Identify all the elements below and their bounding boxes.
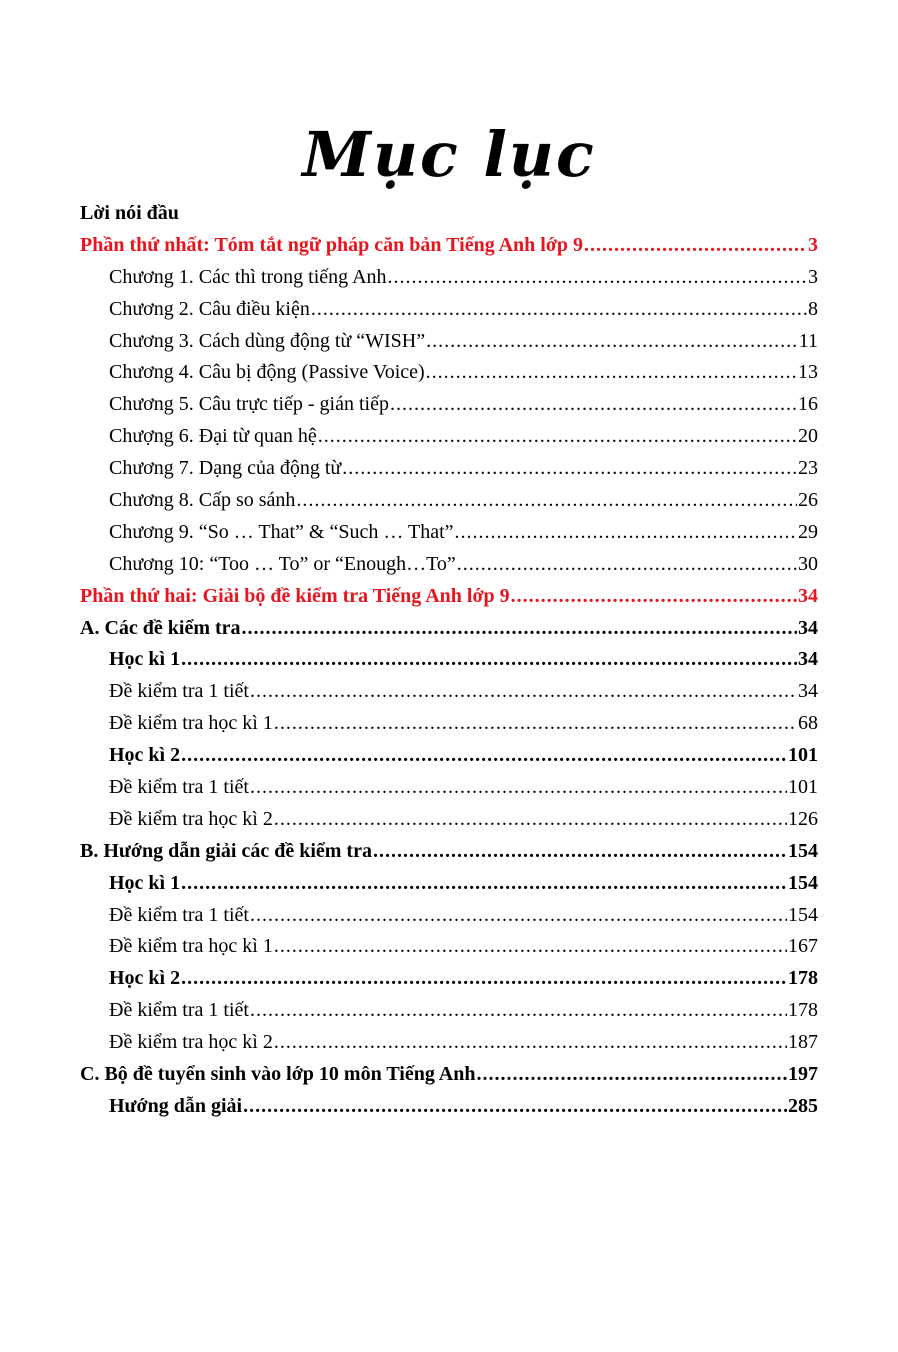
toc-dot-leader — [455, 517, 797, 549]
toc-entry[interactable] — [80, 485, 818, 517]
toc-dot-leader — [181, 644, 797, 676]
toc-entry[interactable] — [80, 868, 818, 900]
toc-page-number: 34 — [798, 680, 818, 703]
toc-page-number: 20 — [798, 425, 818, 448]
toc-entry[interactable] — [80, 421, 818, 453]
toc-dot-leader — [274, 931, 787, 963]
toc-page-number: 34 — [798, 584, 818, 607]
toc-entry-label: Phần thứ nhất: Tóm tắt ngữ pháp căn bản Tiếng Anh lớp 9 — [80, 233, 584, 256]
toc-entry[interactable] — [80, 708, 818, 740]
toc-entry[interactable] — [80, 1091, 818, 1123]
toc-dot-leader — [426, 326, 798, 358]
toc-dot-leader — [476, 1059, 787, 1091]
toc-entry[interactable] — [80, 772, 818, 804]
toc-dot-leader — [511, 581, 797, 613]
toc-page-number: 3 — [808, 233, 818, 256]
toc-entry[interactable] — [80, 644, 818, 676]
toc-page-number: 101 — [788, 776, 818, 799]
toc-entry[interactable] — [80, 613, 818, 645]
toc-dot-leader — [181, 963, 787, 995]
toc-page-number: 3 — [808, 265, 818, 288]
toc-entry-label: Đề kiểm tra 1 tiết — [109, 680, 249, 703]
toc-entry-label: Chượng 6. Đại từ quan hệ — [109, 425, 317, 448]
toc-entry-label: Học kì 2 — [109, 744, 181, 767]
table-of-contents — [80, 198, 818, 1123]
page-title: Mục lục — [302, 118, 596, 191]
toc-dot-leader — [181, 868, 787, 900]
toc-dot-leader — [426, 357, 797, 389]
toc-page-number: 26 — [798, 489, 818, 512]
toc-dot-leader — [318, 421, 797, 453]
toc-page-number: 11 — [798, 329, 818, 352]
toc-entry-label: Học kì 1 — [109, 871, 181, 894]
toc-page-number: 68 — [798, 712, 818, 735]
toc-entry[interactable] — [80, 230, 818, 262]
toc-page-number: 178 — [788, 967, 818, 990]
toc-entry-label: Chương 8. Cấp so sánh — [109, 489, 296, 512]
toc-entry-label: Chương 4. Câu bị động (Passive Voice) — [109, 361, 425, 384]
toc-entry[interactable] — [80, 549, 818, 581]
toc-entry-label: Chương 2. Câu điều kiện — [109, 297, 310, 320]
toc-page-number: 23 — [798, 457, 818, 480]
toc-dot-leader — [250, 676, 797, 708]
toc-page-number: 167 — [788, 935, 818, 958]
toc-entry-label: Hướng dẫn giải — [109, 1094, 243, 1117]
toc-dot-leader — [181, 740, 787, 772]
toc-page-number: 13 — [798, 361, 818, 384]
toc-dot-leader — [388, 262, 807, 294]
toc-entry[interactable] — [80, 931, 818, 963]
toc-page-number: 154 — [788, 839, 818, 862]
toc-entry[interactable] — [80, 995, 818, 1027]
toc-entry-label: B. Hướng dẫn giải các đề kiểm tra — [80, 839, 372, 862]
toc-entry-label: Chương 1. Các thì trong tiếng Anh — [109, 265, 387, 288]
toc-dot-leader — [242, 613, 797, 645]
toc-entry[interactable] — [80, 1059, 818, 1091]
toc-page-number: 154 — [788, 871, 818, 894]
toc-entry-label: Phần thứ hai: Giải bộ đề kiểm tra Tiếng Anh lớp 9 — [80, 584, 510, 607]
toc-entry[interactable] — [80, 581, 818, 613]
toc-page-number: 197 — [788, 1063, 818, 1086]
toc-dot-leader — [342, 453, 797, 485]
toc-entry-label: C. Bộ đề tuyển sinh vào lớp 10 môn Tiếng Anh — [80, 1063, 476, 1086]
toc-entry-label: Chương 9. “So … That” & “Such … That” — [109, 520, 454, 543]
toc-entry[interactable] — [80, 963, 818, 995]
toc-dot-leader — [250, 772, 787, 804]
toc-dot-leader — [243, 1091, 787, 1123]
toc-dot-leader — [250, 995, 787, 1027]
toc-dot-leader — [390, 389, 797, 421]
toc-entry-label: Chương 10: “Too … To” or “Enough…To” — [109, 552, 456, 575]
toc-entry[interactable] — [80, 198, 818, 230]
toc-dot-leader — [274, 708, 797, 740]
toc-page-number: 154 — [788, 903, 818, 926]
toc-page-number: 285 — [788, 1094, 818, 1117]
toc-entry-label: Học kì 1 — [109, 648, 181, 671]
toc-entry[interactable] — [80, 326, 818, 358]
toc-entry[interactable] — [80, 357, 818, 389]
toc-dot-leader — [296, 485, 797, 517]
toc-page-number: 187 — [788, 1031, 818, 1054]
toc-page-number: 30 — [798, 552, 818, 575]
toc-entry[interactable] — [80, 900, 818, 932]
toc-entry-label: A. Các đề kiểm tra — [80, 616, 241, 639]
toc-entry[interactable] — [80, 453, 818, 485]
toc-entry-label: Đề kiểm tra 1 tiết — [109, 776, 249, 799]
toc-entry-label: Học kì 2 — [109, 967, 181, 990]
toc-entry[interactable] — [80, 262, 818, 294]
toc-entry[interactable] — [80, 804, 818, 836]
toc-dot-leader — [250, 900, 787, 932]
toc-dot-leader — [584, 230, 807, 262]
toc-entry[interactable] — [80, 294, 818, 326]
toc-entry-label: Đề kiểm tra 1 tiết — [109, 999, 249, 1022]
toc-dot-leader — [457, 549, 797, 581]
toc-page-number: 29 — [798, 520, 818, 543]
toc-entry-label: Chương 7. Dạng của động từ — [109, 457, 342, 480]
toc-page-number: 178 — [788, 999, 818, 1022]
toc-page-number: 126 — [788, 807, 818, 830]
toc-entry[interactable] — [80, 517, 818, 549]
toc-entry[interactable] — [80, 676, 818, 708]
toc-entry[interactable] — [80, 836, 818, 868]
toc-page-number: 16 — [798, 393, 818, 416]
toc-dot-leader — [274, 804, 787, 836]
toc-page-number: 101 — [788, 744, 818, 767]
toc-entry-label: Đề kiểm tra học kì 2 — [109, 1031, 273, 1054]
toc-entry-label: Lời nói đầu — [80, 202, 179, 224]
toc-dot-leader — [311, 294, 807, 326]
toc-dot-leader — [373, 836, 787, 868]
toc-page-number: 8 — [808, 297, 818, 320]
toc-entry[interactable] — [80, 740, 818, 772]
toc-entry-label: Đề kiểm tra 1 tiết — [109, 903, 249, 926]
toc-page-number: 34 — [798, 648, 818, 671]
toc-page-number: 34 — [798, 616, 818, 639]
toc-entry-label: Chương 5. Câu trực tiếp - gián tiếp — [109, 393, 389, 416]
toc-entry-label: Đề kiểm tra học kì 1 — [109, 712, 273, 735]
toc-dot-leader — [274, 1027, 787, 1059]
toc-entry[interactable] — [80, 1027, 818, 1059]
toc-entry-label: Đề kiểm tra học kì 2 — [109, 807, 273, 830]
toc-entry-label: Chương 3. Cách dùng động từ “WISH” — [109, 329, 426, 352]
toc-entry[interactable] — [80, 389, 818, 421]
toc-entry-label: Đề kiểm tra học kì 1 — [109, 935, 273, 958]
